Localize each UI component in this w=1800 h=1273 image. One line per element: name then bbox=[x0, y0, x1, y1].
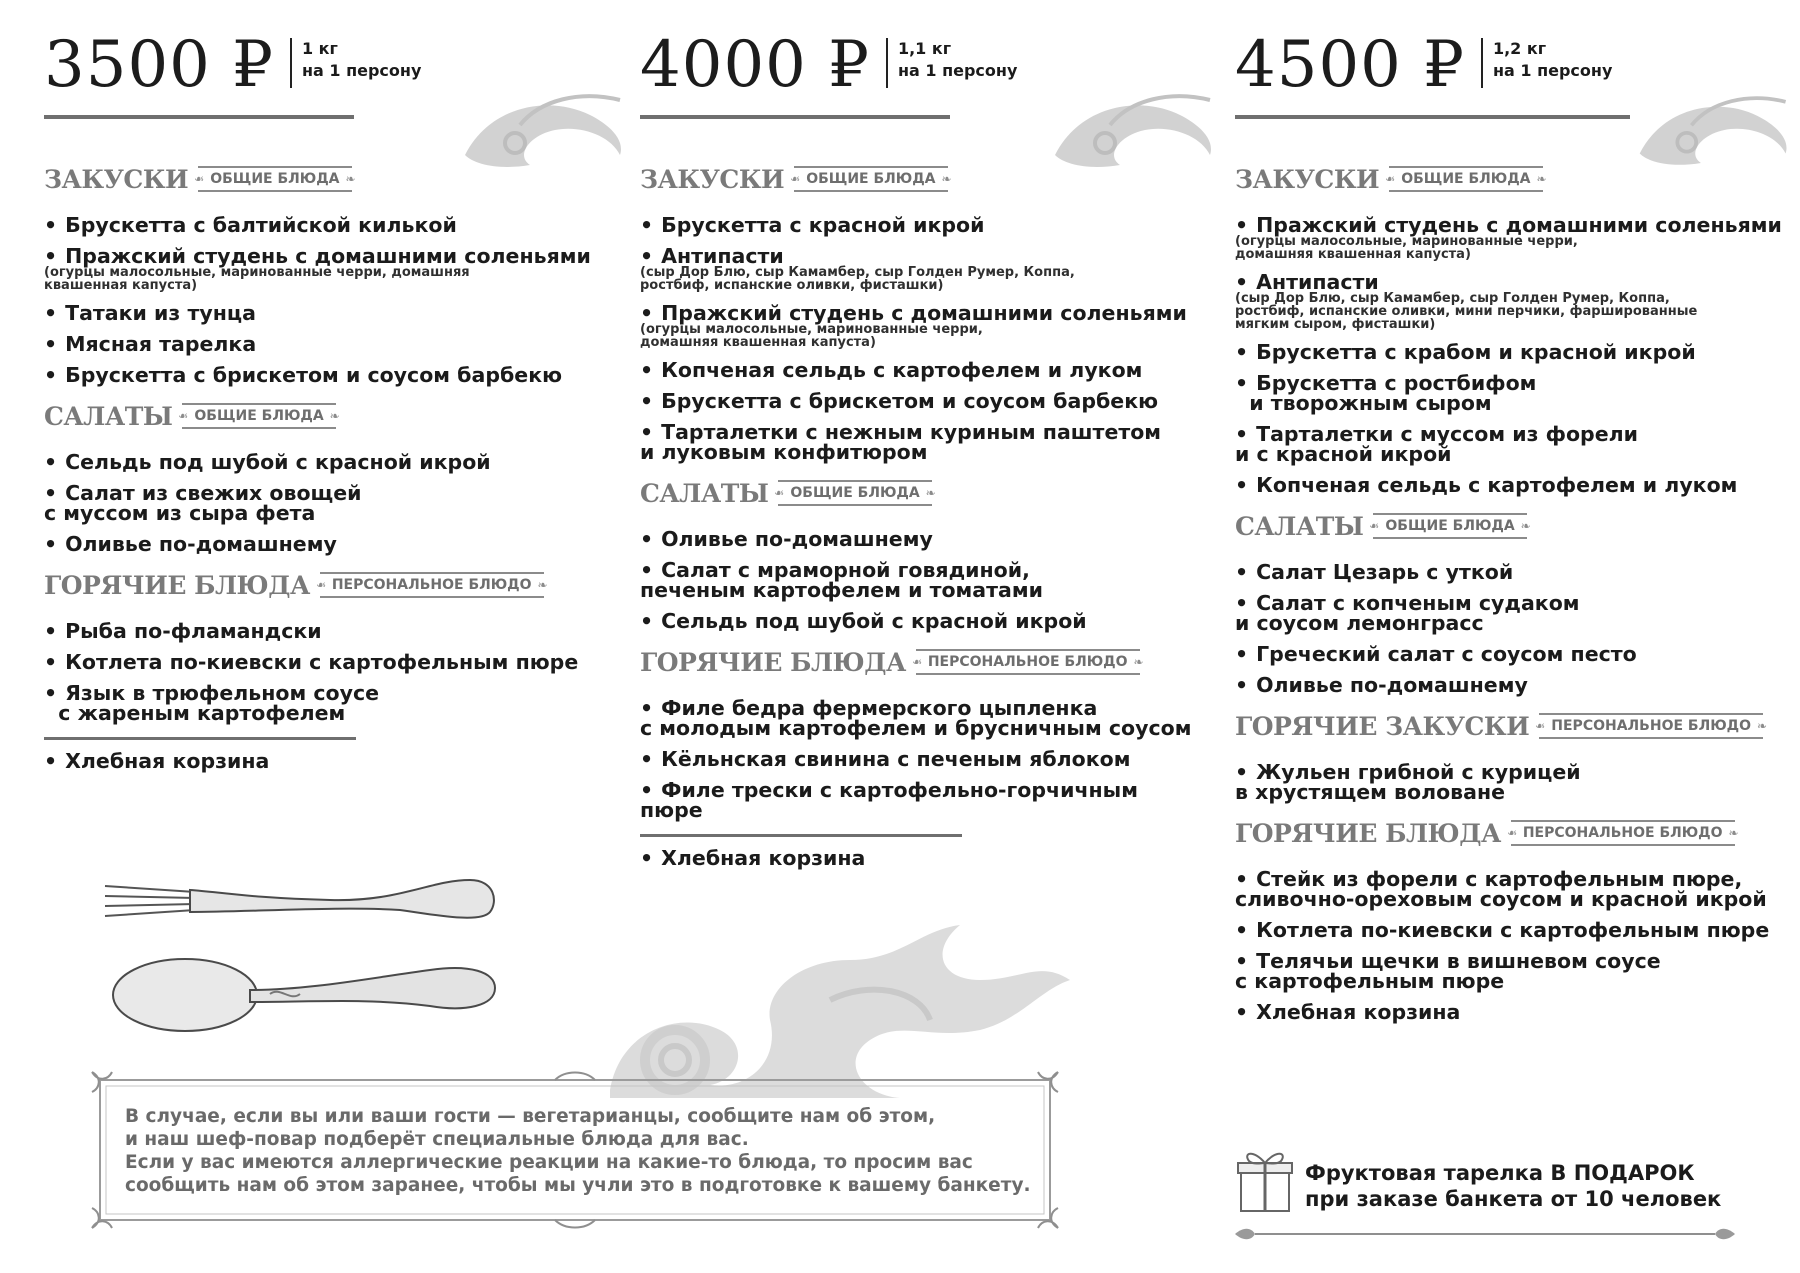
gift-divider bbox=[1235, 1227, 1735, 1241]
menu-item bbox=[1235, 272, 1782, 331]
menu-item bbox=[640, 611, 1191, 631]
menu-item-name: Брускетта с крабом и красной икрой bbox=[1256, 340, 1696, 364]
note-line-1: В случае, если вы или ваши гости — вегетарианцы, сообщите нам об этом, bbox=[125, 1106, 936, 1127]
menu-item-name: Котлета по-киевски с картофельным пюре bbox=[1256, 918, 1770, 942]
menu-item bbox=[640, 422, 1191, 462]
menu-item bbox=[44, 652, 591, 672]
bullet: • bbox=[640, 609, 654, 633]
menu-item-name: Салат с мраморной говядиной, bbox=[661, 558, 1030, 582]
menu-item-name: Хлебная корзина bbox=[661, 846, 866, 870]
bullet: • bbox=[44, 481, 58, 505]
bullet: • bbox=[44, 363, 58, 387]
section-header bbox=[1235, 808, 1782, 858]
section-header bbox=[44, 391, 591, 441]
gift-box-icon bbox=[1235, 1145, 1295, 1215]
section-title: ЗАКУСКИ bbox=[1235, 164, 1380, 194]
note-line-3: Если у вас имеются аллергические реакции на какие-то блюда, то просим вас bbox=[125, 1152, 973, 1173]
section-header bbox=[640, 637, 1191, 687]
section-title: ЗАКУСКИ bbox=[44, 164, 189, 194]
bullet: • bbox=[640, 527, 654, 551]
section-title: САЛАТЫ bbox=[1235, 511, 1364, 541]
menu-item-name: Тарталетки с муссом из форели bbox=[1256, 422, 1639, 446]
price-header bbox=[1235, 30, 1612, 100]
menu-item-description: (сыр Дор Блю, сыр Камамбер, сыр Голден Румер, Коппа, bbox=[640, 265, 1075, 280]
menu-item-name-cont: и луковым конфитюром bbox=[640, 440, 928, 464]
section-title: ЗАКУСКИ bbox=[640, 164, 785, 194]
bullet: • bbox=[1235, 918, 1249, 942]
section-badge: ❧ ПЕРСОНАЛЬНОЕ БЛЮДО ❧ bbox=[1511, 820, 1735, 846]
price-header bbox=[640, 30, 1017, 100]
menu-item-name-cont: с муссом из сыра фета bbox=[44, 501, 316, 525]
section-badge: ❧ ПЕРСОНАЛЬНОЕ БЛЮДО ❧ bbox=[1539, 713, 1763, 739]
menu-item-description: домашняя квашенная капуста) bbox=[1235, 247, 1471, 262]
menu-item bbox=[1235, 762, 1782, 802]
section-divider bbox=[640, 834, 962, 837]
menu-item-name: Филе трески с картофельно-горчичным bbox=[661, 778, 1138, 802]
menu-item-name: Брускетта с балтийской килькой bbox=[65, 213, 457, 237]
menu-item-name: Копченая сельдь с картофелем и луком bbox=[661, 358, 1143, 382]
menu-item bbox=[640, 560, 1191, 600]
bullet: • bbox=[640, 244, 654, 268]
menu-item-name: Сельдь под шубой с красной икрой bbox=[65, 450, 491, 474]
menu-item-name: Пражский студень с домашними соленьями bbox=[65, 244, 591, 268]
weight: 1 кг bbox=[301, 39, 338, 58]
section-badge: ❧ ОБЩИЕ БЛЮДА ❧ bbox=[182, 403, 335, 429]
bullet: • bbox=[44, 619, 58, 643]
menu-item bbox=[1235, 920, 1782, 940]
bullet: • bbox=[1235, 422, 1249, 446]
menu-item bbox=[1235, 562, 1782, 582]
menu-item-description: ростбиф, испанские оливки, фисташки) bbox=[640, 278, 944, 293]
bullet: • bbox=[640, 213, 654, 237]
section-title: ГОРЯЧИЕ БЛЮДА bbox=[1235, 818, 1501, 848]
bullet: • bbox=[44, 244, 58, 268]
weight: 1,2 кг bbox=[1492, 39, 1547, 58]
bullet: • bbox=[640, 358, 654, 382]
menu-item-name: Копченая сельдь с картофелем и луком bbox=[1256, 473, 1738, 497]
bullet: • bbox=[1235, 673, 1249, 697]
section-title: ГОРЯЧИЕ БЛЮДА bbox=[640, 647, 906, 677]
menu-item bbox=[1235, 869, 1782, 909]
menu-item-description: (сыр Дор Блю, сыр Камамбер, сыр Голден Румер, Коппа, bbox=[1235, 291, 1670, 306]
menu-item bbox=[44, 452, 591, 472]
price-underline bbox=[44, 115, 354, 119]
menu-item-name: Брускетта с брискетом и соусом барбекю bbox=[65, 363, 563, 387]
weight-per-person: на 1 персону bbox=[301, 61, 422, 80]
menu-item-description: мягким сыром, фисташки) bbox=[1235, 317, 1436, 332]
section-badge: ❧ ОБЩИЕ БЛЮДА ❧ bbox=[1389, 166, 1542, 192]
menu-item-description: ростбиф, испанские оливки, мини перчики, фаршированные bbox=[1235, 304, 1698, 319]
bullet: • bbox=[1235, 371, 1249, 395]
dietary-note bbox=[90, 1070, 1060, 1230]
menu-item-name: Филе бедра фермерского цыпленка bbox=[661, 696, 1098, 720]
menu-item-name-cont: пюре bbox=[640, 798, 703, 822]
menu-item-name: Салат из свежих овощей bbox=[65, 481, 362, 505]
bullet: • bbox=[640, 696, 654, 720]
menu-item-name: Рыба по-фламандски bbox=[65, 619, 322, 643]
menu-item bbox=[1235, 675, 1782, 695]
menu-item-name-cont: с молодым картофелем и брусничным соусом bbox=[640, 716, 1192, 740]
menu-item bbox=[44, 365, 591, 385]
bullet: • bbox=[44, 301, 58, 325]
bullet: • bbox=[1235, 591, 1249, 615]
baroque-ornament-icon bbox=[1050, 85, 1220, 175]
gift-offer bbox=[1235, 1145, 1735, 1245]
menu-item-name: Кёльнская свинина с печеным яблоком bbox=[661, 747, 1131, 771]
menu-item bbox=[1235, 1002, 1782, 1022]
bullet: • bbox=[44, 681, 58, 705]
price-header bbox=[44, 30, 421, 100]
bullet: • bbox=[640, 558, 654, 582]
price-underline bbox=[640, 115, 950, 119]
menu-item-name: Оливье по-домашнему bbox=[65, 532, 337, 556]
menu-item-name: Язык в трюфельном соусе bbox=[65, 681, 380, 705]
menu-item-name: Татаки из тунца bbox=[65, 301, 256, 325]
section-badge: ❧ ОБЩИЕ БЛЮДА ❧ bbox=[1373, 513, 1526, 539]
price: 3500 ₽ bbox=[44, 28, 274, 102]
menu-item-name: Оливье по-домашнему bbox=[661, 527, 933, 551]
menu-item bbox=[640, 698, 1191, 738]
menu-item-name: Жульен грибной с курицей bbox=[1256, 760, 1581, 784]
bullet: • bbox=[640, 747, 654, 771]
bullet: • bbox=[640, 778, 654, 802]
menu-item-name: Брускетта с брискетом и соусом барбекю bbox=[661, 389, 1159, 413]
menu-item-name: Стейк из форели с картофельным пюре, bbox=[1256, 867, 1743, 891]
menu-item bbox=[640, 246, 1191, 292]
section-title: ГОРЯЧИЕ ЗАКУСКИ bbox=[1235, 711, 1530, 741]
menu-item-name: Хлебная корзина bbox=[65, 749, 270, 773]
menu-item bbox=[640, 391, 1191, 411]
gift-line-1: Фруктовая тарелка В ПОДАРОК bbox=[1305, 1161, 1695, 1185]
menu-item bbox=[44, 246, 591, 292]
weight-info bbox=[1481, 38, 1612, 88]
menu-item bbox=[640, 848, 1191, 868]
bullet: • bbox=[1235, 867, 1249, 891]
menu-item bbox=[44, 334, 591, 354]
fork-icon bbox=[100, 872, 500, 932]
menu-item-name: Телячьи щечки в вишневом соусе bbox=[1256, 949, 1661, 973]
menu-item bbox=[640, 780, 1191, 820]
menu-item-name-cont: сливочно-ореховым соусом и красной икрой bbox=[1235, 887, 1767, 911]
bullet: • bbox=[640, 389, 654, 413]
bullet: • bbox=[44, 532, 58, 556]
menu-item bbox=[1235, 342, 1782, 362]
menu-item-name: Антипасти bbox=[661, 244, 784, 268]
menu-item bbox=[1235, 373, 1782, 413]
section-title: САЛАТЫ bbox=[44, 401, 173, 431]
menu-item-name: Хлебная корзина bbox=[1256, 1000, 1461, 1024]
section-header bbox=[640, 468, 1191, 518]
spoon-icon bbox=[110, 950, 500, 1040]
menu-item bbox=[44, 215, 591, 235]
bullet: • bbox=[640, 301, 654, 325]
menu-item-description: (огурцы малосольные, маринованные черри, bbox=[1235, 234, 1578, 249]
weight-per-person: на 1 персону bbox=[897, 61, 1018, 80]
menu-item-description: квашенная капуста) bbox=[44, 278, 198, 293]
menu-item-name: Брускетта с красной икрой bbox=[661, 213, 985, 237]
menu-item bbox=[1235, 424, 1782, 464]
menu-item bbox=[1235, 644, 1782, 664]
section-header bbox=[44, 560, 591, 610]
menu-item bbox=[1235, 593, 1782, 633]
menu-item bbox=[640, 529, 1191, 549]
bullet: • bbox=[640, 420, 654, 444]
menu-item-name: Салат Цезарь с уткой bbox=[1256, 560, 1514, 584]
gift-line-2: при заказе банкета от 10 человек bbox=[1305, 1187, 1722, 1211]
bullet: • bbox=[44, 749, 58, 773]
menu-item-name: Оливье по-домашнему bbox=[1256, 673, 1528, 697]
bullet: • bbox=[44, 650, 58, 674]
section-title: САЛАТЫ bbox=[640, 478, 769, 508]
weight: 1,1 кг bbox=[897, 39, 952, 58]
weight-per-person: на 1 персону bbox=[1492, 61, 1613, 80]
menu-item-name-cont: и творожным сыром bbox=[1235, 391, 1492, 415]
menu-item-description: домашняя квашенная капуста) bbox=[640, 335, 876, 350]
bullet: • bbox=[44, 450, 58, 474]
price-underline bbox=[1235, 115, 1630, 119]
baroque-ornament-icon bbox=[1635, 85, 1795, 175]
price: 4500 ₽ bbox=[1235, 28, 1465, 102]
weight-info bbox=[290, 38, 421, 88]
menu-content bbox=[640, 150, 1191, 874]
menu-item-name-cont: с картофельным пюре bbox=[1235, 969, 1505, 993]
menu-item-name: Пражский студень с домашними соленьями bbox=[1256, 213, 1782, 237]
section-header bbox=[1235, 701, 1782, 751]
menu-item bbox=[1235, 951, 1782, 991]
menu-item-name-cont: в хрустящем воловане bbox=[1235, 780, 1506, 804]
bullet: • bbox=[44, 213, 58, 237]
section-badge: ❧ ПЕРСОНАЛЬНОЕ БЛЮДО ❧ bbox=[916, 649, 1140, 675]
menu-content bbox=[1235, 150, 1782, 1028]
menu-item bbox=[640, 215, 1191, 235]
menu-item bbox=[44, 683, 591, 723]
menu-item-description: (огурцы малосольные, маринованные черри, домашняя bbox=[44, 265, 470, 280]
menu-item bbox=[1235, 215, 1782, 261]
menu-item-name: Котлета по-киевски с картофельным пюре bbox=[65, 650, 579, 674]
note-line-4: сообщить нам об этом заранее, чтобы мы учли это в подготовке к вашему банкету. bbox=[125, 1175, 1031, 1196]
section-badge: ❧ ПЕРСОНАЛЬНОЕ БЛЮДО ❧ bbox=[320, 572, 544, 598]
bullet: • bbox=[1235, 1000, 1249, 1024]
menu-item bbox=[44, 534, 591, 554]
menu-item bbox=[44, 621, 591, 641]
menu-item-name-cont: и соусом лемонграсс bbox=[1235, 611, 1484, 635]
price: 4000 ₽ bbox=[640, 28, 870, 102]
bullet: • bbox=[1235, 560, 1249, 584]
menu-item-name: Брускетта с ростбифом bbox=[1256, 371, 1537, 395]
bullet: • bbox=[640, 846, 654, 870]
weight-info bbox=[886, 38, 1017, 88]
bullet: • bbox=[1235, 340, 1249, 364]
menu-item bbox=[640, 749, 1191, 769]
bullet: • bbox=[1235, 760, 1249, 784]
bullet: • bbox=[44, 332, 58, 356]
menu-item-name: Греческий салат с соусом песто bbox=[1256, 642, 1637, 666]
section-header bbox=[1235, 501, 1782, 551]
menu-item-name: Тарталетки с нежным куриным паштетом bbox=[661, 420, 1162, 444]
menu-item-name: Антипасти bbox=[1256, 270, 1379, 294]
bullet: • bbox=[1235, 473, 1249, 497]
menu-item-name-cont: и с красной икрой bbox=[1235, 442, 1452, 466]
menu-item-name: Салат с копченым судаком bbox=[1256, 591, 1580, 615]
menu-item-name: Сельдь под шубой с красной икрой bbox=[661, 609, 1087, 633]
menu-item-description: (огурцы малосольные, маринованные черри, bbox=[640, 322, 983, 337]
menu-item-name-cont: печеным картофелем и томатами bbox=[640, 578, 1043, 602]
bullet: • bbox=[1235, 642, 1249, 666]
bullet: • bbox=[1235, 949, 1249, 973]
baroque-ornament-icon bbox=[460, 85, 630, 175]
bullet: • bbox=[1235, 213, 1249, 237]
menu-content bbox=[44, 150, 591, 777]
menu-item-name: Мясная тарелка bbox=[65, 332, 257, 356]
menu-item bbox=[640, 360, 1191, 380]
section-badge: ❧ ОБЩИЕ БЛЮДА ❧ bbox=[778, 480, 931, 506]
section-divider bbox=[44, 737, 356, 740]
section-title: ГОРЯЧИЕ БЛЮДА bbox=[44, 570, 310, 600]
menu-item-name-cont: с жареным картофелем bbox=[44, 701, 346, 725]
bullet: • bbox=[1235, 270, 1249, 294]
section-badge: ❧ ОБЩИЕ БЛЮДА ❧ bbox=[794, 166, 947, 192]
menu-item bbox=[640, 303, 1191, 349]
menu-item bbox=[1235, 475, 1782, 495]
note-line-2: и наш шеф-повар подберёт специальные блюда для вас. bbox=[125, 1129, 749, 1150]
section-badge: ❧ ОБЩИЕ БЛЮДА ❧ bbox=[198, 166, 351, 192]
menu-item bbox=[44, 303, 591, 323]
menu-item bbox=[44, 483, 591, 523]
menu-item bbox=[44, 751, 591, 771]
menu-item-name: Пражский студень с домашними соленьями bbox=[661, 301, 1187, 325]
menu-column-4500 bbox=[1235, 0, 1795, 1273]
